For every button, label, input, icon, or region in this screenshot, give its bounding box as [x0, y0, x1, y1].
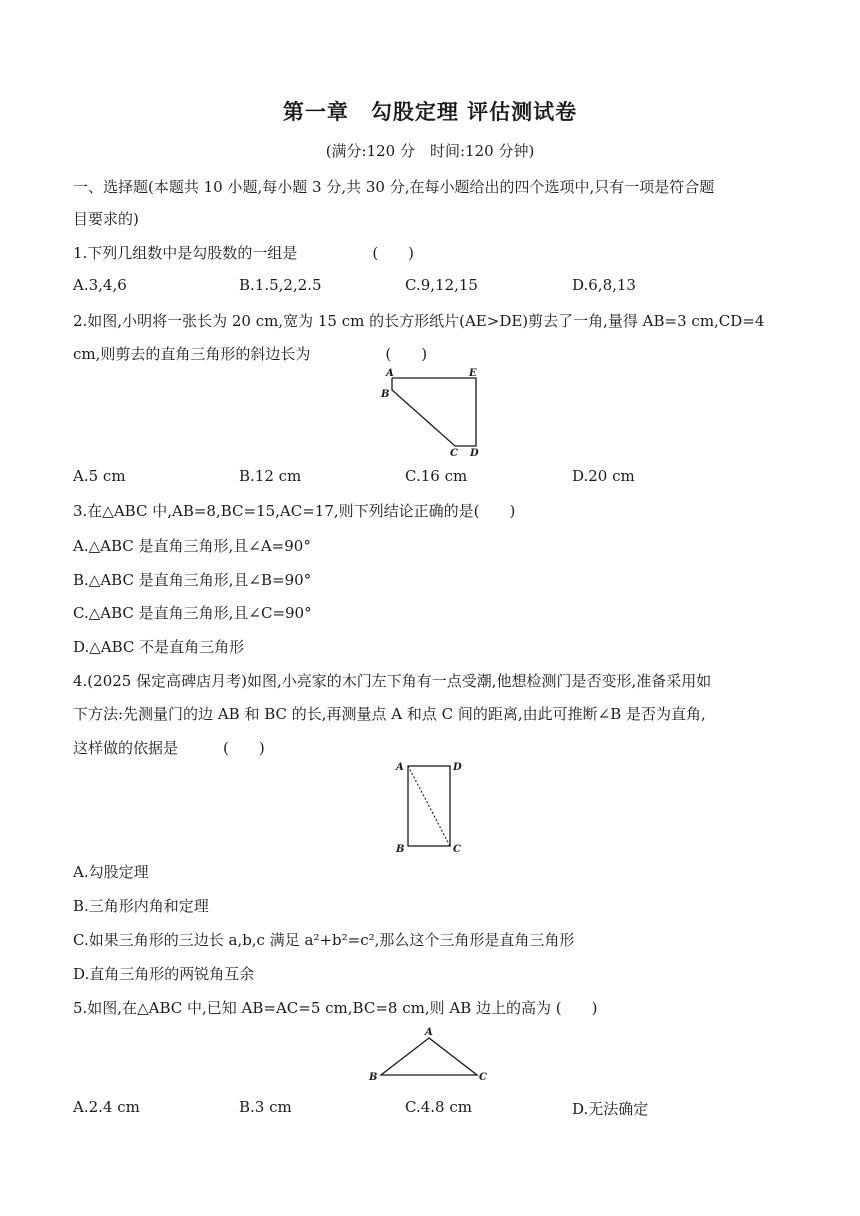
- question-2-stem: 2.如图,小明将一张长为 20 cm,宽为 15 cm 的长方形纸片(AE>DE)剪去了一角,量得 AB=3 cm,CD=4: [73, 312, 765, 330]
- question-4-option-d: D.直角三角形的两锐角互余: [73, 965, 255, 983]
- question-4-stem-cont2: 这样做的依据是 ( ): [73, 739, 265, 757]
- triangle-abc: [381, 1038, 477, 1075]
- question-1-option-d: D.6,8,13: [572, 276, 636, 294]
- question-2-option-a: A.5 cm: [73, 467, 126, 485]
- figure-label: A: [386, 368, 394, 379]
- question-2-option-c: C.16 cm: [405, 467, 468, 485]
- figure-label: C: [453, 844, 461, 855]
- question-1-option-a: A.3,4,6: [73, 276, 127, 294]
- figure-label: A: [425, 1027, 433, 1038]
- question-5-option-d: D.无法确定: [572, 1100, 649, 1118]
- question-4-door-figure: [392, 757, 472, 857]
- question-4-option-b: B.三角形内角和定理: [73, 897, 209, 915]
- cut-rectangle-outline: [392, 378, 476, 446]
- section-instruction: 一、选择题(本题共 10 小题,每小题 3 分,共 30 分,在每小题给出的四个选项中,只有一项是符合题: [73, 178, 715, 196]
- question-3-option-d: D.△ABC 不是直角三角形: [73, 638, 245, 656]
- question-2-figure: [378, 366, 488, 460]
- figure-label: C: [479, 1072, 487, 1083]
- figure-label: A: [396, 762, 404, 773]
- section-instruction-cont: 目要求的): [73, 210, 139, 228]
- question-4-option-a: A.勾股定理: [73, 863, 149, 881]
- question-2-stem-cont: cm,则剪去的直角三角形的斜边长为 ( ): [73, 345, 428, 363]
- question-5-option-a: A.2.4 cm: [73, 1098, 140, 1116]
- figure-label: B: [396, 844, 405, 855]
- question-5-triangle-figure: [365, 1025, 495, 1087]
- question-4-option-c: C.如果三角形的三边长 a,b,c 满足 a²+b²=c²,那么这个三角形是直角三角形: [73, 931, 575, 949]
- question-5-stem: 5.如图,在△ABC 中,已知 AB=AC=5 cm,BC=8 cm,则 AB 边上的高为 ( ): [73, 999, 598, 1017]
- question-5-option-b: B.3 cm: [239, 1098, 292, 1116]
- question-3-option-a: A.△ABC 是直角三角形,且∠A=90°: [73, 537, 311, 555]
- figure-label: C: [450, 448, 458, 459]
- diagonal-ac: [408, 766, 450, 846]
- question-4-stem: 4.(2025 保定高碑店月考)如图,小亮家的木门左下角有一点受潮,他想检测门是否变形,准备采用如: [73, 672, 712, 690]
- page-title: 第一章 勾股定理 评估测试卷: [282, 100, 578, 124]
- question-2-option-d: D.20 cm: [572, 467, 635, 485]
- question-1-stem: 1.下列几组数中是勾股数的一组是 ( ): [73, 244, 415, 262]
- question-3-option-b: B.△ABC 是直角三角形,且∠B=90°: [73, 571, 312, 589]
- question-2-option-b: B.12 cm: [239, 467, 302, 485]
- figure-label: E: [469, 368, 477, 379]
- figure-label: D: [453, 762, 462, 773]
- figure-label: B: [381, 389, 390, 400]
- question-4-stem-cont: 下方法:先测量门的边 AB 和 BC 的长,再测量点 A 和点 C 间的距离,由此可推断∠B 是否为直角,: [73, 705, 706, 723]
- exam-info: (满分:120 分 时间:120 分钟): [325, 142, 535, 160]
- figure-label: D: [470, 448, 479, 459]
- question-1-option-b: B.1.5,2,2.5: [239, 276, 322, 294]
- figure-label: B: [369, 1072, 378, 1083]
- question-3-stem: 3.在△ABC 中,AB=8,BC=15,AC=17,则下列结论正确的是( ): [73, 502, 516, 520]
- question-1-option-c: C.9,12,15: [405, 276, 478, 294]
- question-5-option-c: C.4.8 cm: [405, 1098, 472, 1116]
- question-3-option-c: C.△ABC 是直角三角形,且∠C=90°: [73, 604, 312, 622]
